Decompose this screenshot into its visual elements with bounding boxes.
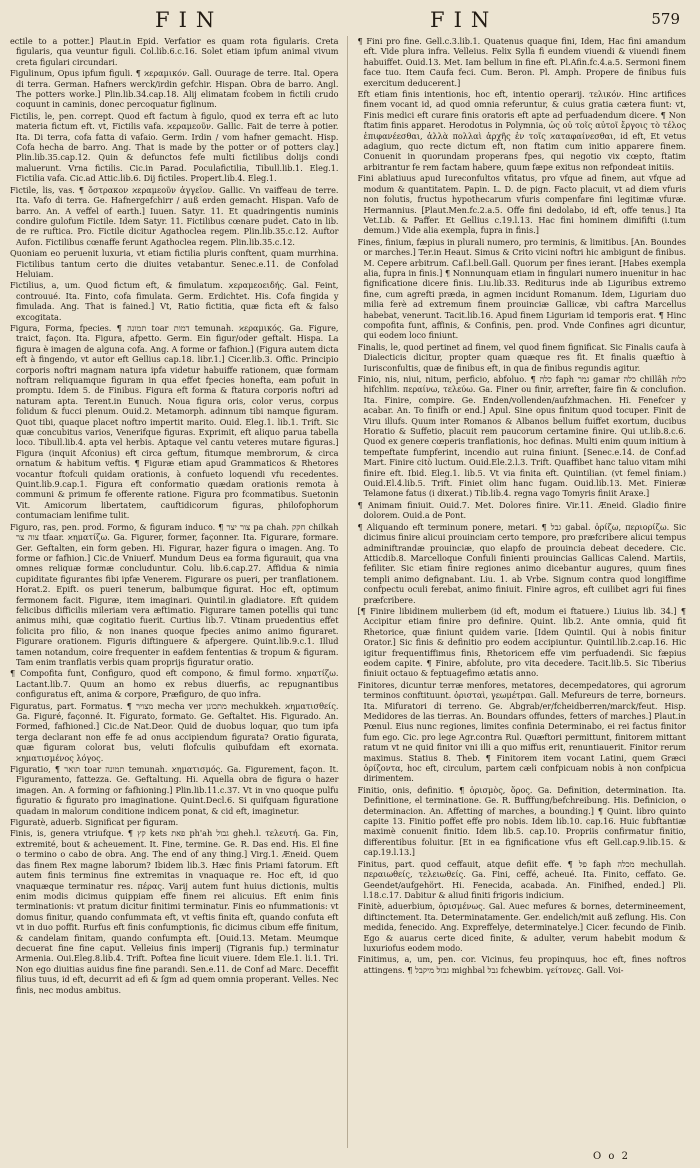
dictionary-entry: Figuro, ras, pen. prod. Formo, & figuram induco. ¶ צור יצר pa chah. חקק chilkah צוה צר tfaar. ϰηματίζω. Ga. Figurer, former, façonner. Ita. Figurare, formare. Ger. Geftalten, ein form geben. Hi. Figurar, hazer figura o imagen. Ang. To forme or fafhion.] Cic.de Vniuerf. Mundum Deus ea forma figurauit, qua vna omnes reliquæ formæ concluduntur. Colu. lib.6.cap.27. Affidua & nimia cupiditate figurantes fibi ipfæ Venerem. Figurare os pueri, per tranflationem. Horat.2. Epift. os pueri tenerum, balbumque figurat. Hoc eft, optimum fermonem facit. Figuræ, item imaginari. Quintil.in gladiatore. Eft quidem felicibus difficilis mileriam vera æftimatio. Figurare tamen potellis qui tunc animus mihi, quæ cogitatio fuerit. Curtius lib.7. Vtinam pruedentius effet folicita pro filio, & non inanes quoque fpecies animo animo figuraret. Figurare orationem. Figuris diftinguere & afpergere. Quint.lib.9.c.1. Illud tamen notandum, coire frequenter in eafdem fententias & tropum & figuram. Tam enim tranflatis verbis quam proprijs figuratur oratio. [10,521,339,667]
left-column [10,36,348,1148]
running-head-right: FIN [430,8,499,32]
right-column [358,36,687,1148]
dictionary-entry: Figuratè, aduerb. Significat per figuram. [10,817,179,828]
dictionary-entry: Figura, Forma, fpecies. ¶ תמונה toar דמות temunah. ϰεραμικός. Ga. Figure, traict, façon. Ita. Figura, afpetto. Germ. Ein figur/oder geftalt. Hispa. La figura è imagen de alguna cofa. Ang. A forme or fafhion.] (Figura autem dicta eft à fingendo, vt autor eft Gellius cap.18. libr.1.] Cicer.lib.3. Offic. Principio corporis noftri magnam natura ipfa videtur habuiffe rationem, quæ formam noftram reliquamque figuram in qua effet fpecies honefta, eam pofuit in promptu. Idem 5. de Finibus. Figura eft forma & ftatura corporis noftri ad naturam apta. Terent.in Eunuch. Noua figura oris, color verus, corpus folidum & fucci plenum. Ouid.2. Metamorph. adinnum tibi namque figuram. Quot tibi, quaque placet noftro impertit marito. Ouid. Eleg.1. lib.1. Trift. Sic quæ concubitus varios, Venerifque figuras. Exprimit, eft aliquo parua tabella loco. Tibull.lib.4. apta vel herbis. Aptaque vel cantu veteres mutare figuras.] Figura (inquit Afconius) eft circa geftum, fitumque membrorum, & circa ornatum & habitum veftis. ¶ Figuræ etiam apud Grammaticos & Rhetores vocantur ftofculi quidam orationis, à confueto loquendi vfu recedentes. Quint.lib.9.cap.1. Figura eft conformatio quædam orationis remota à communi & primum fe offerente ratione. Figura pro fcommatibus. Suetonin Vit. Amicorum libertatem, cauftidicorum figuras, philofophorum contumaciam lenifime tulit. [10,322,339,521]
dictionary-entry: ¶ Aliquando eft terminum ponere, metari. ¶ גבל gabal. ὁρίζω, περιορίζω. Sic dicimus finire alicui prouinciam certo tempore, pro præfcribere alicui tempus adminiftrandæ prouinciæ, quo elapfo de prouincia debeat decedere. Cic. Atticdib.8. Marcelloque Confuli finienti prouincias Gallicas Calend. Martiis, fefiliter. Sic etiam finire regiones animo dicebantur augures, quum fines templi animo defignabant. Liu. 1. ab Vrbe. Signum contra quod longiffime confpectu oculi ferebat, animo finiuit. Finire agros, eft cuilibet agri fui fines præfcribere. [357,521,686,605]
running-head-left: FIN [155,8,224,32]
dictionary-entry: Figuratio, ¶ תואר toar תמונה temunah. ϰηματισμός. Ga. Figurement, façon. It. Figuramento, fattezza. Ge. Geftaltung. Hi. Aquella obra de figura o hazer imagen. An. A forming or fafhioning.] Plin.lib.11.c.37. Vt in vno quoque pulfu figuratio & figurato pro imaginatione. Quint.Decl.6. Si quifquam figuratione quadam in malorum conditione indicem ponat, & cid eft, imaginetur. [10,764,339,816]
dictionary-entry: Figulinum, Opus ipfum figuli. ¶ ϰεραμικόν. Gall. Ouurage de terre. Ital. Opera di terra. German. Hafners werck/irdin gefchir. Hispan. Obra de barro. Angl. The potters worke.] Plin.lib.34.cap.18. Alij elimatam fcobem in fictili crudo coquunt in caminis, donec percoquatur figlinum. [10,68,339,110]
dictionary-entry: ¶ Fini pro fine. Gell.c.3.lib.1. Quatenus quaque fini, Idem, Hac fini amandum eft. Vide plura infra. Velleius. Felix Sylla fi eundem viuendi & viuendi finem habuiffet. Ouid.13. Met. Iam bellum in fine eft. Pl.Afin.fc.4.a.5. Sermoni finem face tuo. Item Caufa feci. Cum. Beron. Pl. Amph. Propere de finibus fuis exercitum deducerent.] [357,36,686,88]
dictionary-entry: Quoniam eo peruenit luxuria, vt etiam fictilia pluris conftent, quam murrhina. Fictilibus tantum certo die diuites vetabantur. Senec.e.11. de Confolad Heluiam. [10,248,339,279]
page-number: 579 [651,10,680,28]
page-header [10,6,686,36]
dictionary-entry: Finis, is, genera vtriufque. ¶ קץ kets פאת ph'ah גבול gheh.l. τελευτή. Ga. Fin, extremité, bout & acheuement. It. Fine, termine. Ge. R. Das end. His. El fine o termino o cabo de obra. Ang. The end of any thing.] Virg.1. Æneid. Quem das finem Rex magne laborum? Ibidem lib.3. Hæc finis Priami fatorum. Eft autem finis terminus fine extremitas in vnaquaque re. Hoc eft, id quo vnaquæque terminatur res. πέρας. Varij autem funt huius dictionis, multis enim modis dicimus quippiam effe finem rei alicuius. Eft enim finis terminationis: vt pratum dicitur finitimi terminatur. Finis eo nfummationis: vt domus finitur, quando confummata eft, vt veftis finita eft, quando confuta eft vt in duo poffit. Rurfus eft finis confumptionis, fic dicimus cibum effe finitum, & candelam finitam, quando confumpta eft. [Ouid.13. Metam. Meumque decuerat fine fine caput. Velleius finis imperij (Tigranis fup.) terminatur Armenia. Oui.Eleg.8.lib.4. Trift. Poftea fine licuit viuere. Idem Ele.1. li.1. Tri. Non ego diuitias auidus fine fine parandi. Sen.e.11. de Conf ad Marc. Deceffit filius tuus, id eft, decurrit ad efi & ſgm ad quem omnia properant. Velles. Nec finis, nec modus ambitus. [10,828,339,995]
dictionary-entry: Finio, nis, niui, nitum, perficio, abfoluo. ¶ כלה faph גמר gamar כלה chillâh כלות hifchlim. περαίνω, τελεύω. Ga. Finer ou finir, arrefter, faire fin & conclufion. Ita. Finire, compire. Ge. Enden/vollenden/aufzhmachen. Hi. Fenefcer y acabar. An. To finifh or end.] Apul. Sine opus finitum quod tocuper. Finit de Viru illufs. Quum inter Romanos & Albanos bellum fuiffet exortum, ducibus Horatio & Suffetio, placuit rem paucorum certamine finire. Qui ut.lib.8.c.6. Quod ex genere cœperis tranflationis, hoc definas. Multi enim quum initium à tempeftate fumpferint, incendio aut ruina finiunt. [Senec.e.14. de Conf.ad Mart. Finire citò luctum. Ouid.Ele.2.l.3. Trift. Quaffibet hanc taluo vitam mihi finire eft. Ibid. Eleg.1. lib.5. Vt via finita eft. Quintilian. (vt femel finiam.) Ouid.El.4.lib.5. Trift. Finiet olim hanc fugam. Ouid.lib.13. Met. Finieræ Telamone fatus (i dixerat.) Tib.lib.4. regna vago Tomyris finiit Araxe.] [357,374,686,499]
dictionary-entry: Fini ablatiuus apud Iureconfultos vfitatus, pro vfque ad finem, aut vfque ad modum & quantitatem. Papin. L. D. de pign. Facto placuit, vt ad diem vfuris non folutis, fructus hypothecarum vfuris compenfare fini legitimæ vfuræ. Hermannius. [Plaut.Men.fc.2.a.5. Offe fini dedolabo, id eft, offe tenus.] Ita Vet.Lib. & Paffer. Et Gellius c.19.l.13. Hac fini hominem dimififti (i.tum demum.) Vide alia exempla, fupra in finis.] [357,173,686,236]
page-footer [0,1148,700,1162]
dictionary-entry: Fictile, lis, vas. ¶ ὄστρακον ϰεραμεοῦν ἀγγεῖον. Gallic. Vn vaiffeau de terre. Ita. Vafo di terra. Ge. Hafnergefchirr / auß erden gemacht. Hispan. Vafo de barro. An. A veffel of earth.] Iuuen. Satyr. 11. Et quadringentis numinis condire gulofum Fictile. Idem Satyr. 11. Fictilibus cœnare pudet. Cato in lib. de re ruftica. Pro. Fictile dicitur Agathoclea regem. Plin.lib.35.c.12. Auftor Aufon. Fictilibus cœnaffe ferunt Agathoclea regem. Plin.lib.35.c.12. [10,184,339,247]
dictionary-entry: ¶ Compofita funt, Configuro, quod eft compono, & fimul formo. ϰηματίζω. Lactant.lib.7. Quum an homo ex rebus diuerfis, ac repugnantibus configuratus eft, anima & corpore, Præfiguro, de quo infra. [10,668,339,700]
dictionary-entry: Finitè, aduerbium, ὁρισμένως. Gal. Auec mefures & bornes, determineement, diftinctement. Ita. Determinatamente. Ger. endelich/mit auß zeflung. His. Con medida, fenecido. Ang. Expreffelye, determinatelye.] Cicer. fecundo de Finib. Ego & auarus certe diced finite, & adulter, verum habebit modum & luxuriofus eodem modo. [357,901,686,953]
dictionary-entry: Fictilius, a, um. Quod fictum eft, & fimulatum. ϰεραμεοειδής. Gal. Feint, controuué. Ita. Finto, cofa fimulata. Germ. Erdichtet. His. Cofa fingida y fimulada. Ang. That is fained.] Vt, Ratio fictitia, quæ ficta eft & falso excogitata. [10,280,339,322]
dictionary-entry: Eft etiam finis intentionis, hoc eft, intentio operarij. τελικόν. Hinc artifices finem vocant id, ad quod omnia referuntur, & cuius gratia cætera fiunt: vt, Finis medici eft curare finis oratoris eft apte ad perfuadendum dicere. ¶ Non ftatim finis apparet. Herodotus in Polymnia, ὡς οὐ τοῖς αὐτοῖ ἔργοις τὸ τέλος ἐπιφανέεσθαι, ἀλλὰ πολλαὶ ἀρχῆς ἐν τοῖς ϰαταφαίνεσθαι, id eft, Et vetus adagium, quo recte dictum eft, non ftatim cum initio apparere finem. Conuenit in quorundam properans fpes, qui negotio vix cœpto, ftatim arbitrantur fe rem factam habere, quum fæpe exitus non refpondeat initiis. [357,89,686,172]
dictionary-entry: Figuratus, part. Formatus. ¶ מצויר mecha ver מתכונן mechukkeh. ϰηματισθείς. Ga. Figuré, façonné. It. Figurato, formato. Ge. Geftaltet. His. Figurado. An. Formed, fafhioned.] Cic.de Nat.Deor. Quid de duobus loquar, quo tum ipfa terga declarant non effe fe ad onus accipiendum figurata? Oratio figurata, quæ figuram colorat bus, veluti flofculis quibufdam eft exornata. ϰηματισμένος λόγος. [10,700,339,763]
dictionary-entry: Fictilis, le, pen. corrept. Quod eft factum à figulo, quod ex terra eft ac luto materia fictum eft. vt, Fictilis vafa. ϰεραμεοῦν. Gallic. Fait de terre à potier. Ita. Di terra, cofa fatta di vafaio. Germ. Irdin / vom hafner gemacht. Hisp. Cofa hecha de barro. Ang. That is made by the potter or of potters clay.] Plin.lib.35.cap.12. Quin & defunctos fefe multi fictilibus dolijs condi maluerunt. Vrna fictilis. Cic.in Parad. Poculafictilia, Tibull.lib.1. Eleg.1. Fictilia vafa. Cic.ad Attic.lib.6. Dij fictiles. Propert.lib.4. Eleg.1. [10,110,339,184]
dictionary-entry: ectile to a potter.] Plaut.in Epid. Verfatior es quam rota figularis. Creta figularis, qua veuntur figuli. Col.lib.6.c.16. Solet etiam ipfum animal vivum creta figulari circundari. [10,36,339,67]
text-columns [10,36,686,1148]
dictionary-entry: Finitus, part. quod ceffauit, atque defiit effe. ¶ פל faph מכלה mechullah. περαιωθείς, τελειωθείς. Ga. Fini, ceffé, acheué. Ita. Finito, ceffato. Ge. Geendet/aufgehört. Hi. Fenecida, acabada. An. Finifhed, ended.] Pli. l.18.c.17. Dabitur & aliud finiti frigoris indicium. [357,858,686,900]
dictionary-entry: [¶ Finire libidinem mulierbem (id eft, modum ei ftatuere.) Liuius lib. 34.] ¶ Accipitur etiam finire pro definire. Quint. lib.2. Ante omnia, quid fit Rhetorice, quæ finiunt quidem varie. [Idem Quintil. Qui à nobis finitur Orator.] Sic finis & definitio pro eodem accipiuntur. Quintil.lib.2.cap.16. Hic igitur frequentiffimus finis, Rhetoricem effe vim perfuadendi. Sic fæpius eodem capite. ¶ Finire, abfolute, pro vita decedere. Tacit.lib.5. Sic Tiberius finiuit octauo & feptuagefimo ætatis anno. [357,605,686,679]
dictionary-entry: ¶ Animam finiuit. Ouid.7. Met. Dolores finire. Vir.11. Æneid. Gladio finire dolorem. Ouid.a de Pont. [357,499,686,521]
dictionary-entry: Fines, finium, fæpius in plurali numero, pro terminis, & limitibus. [An. Boundes or marches.] Ter.in Heaut. Simus & Crito vicini noftri hic ambigunt de finibus. M. Cepere arbitrum. Caf.l.bell.Gall. Quorum per fines ierant. [Habes exempla alia, fupra in finis.] ¶ Nonnunquam etiam in fingulari numero inuenitur in hac fignificatione dicere finis. Liu.lib.33. Rediturus inde ab Liguribus extremo fine, cum agrefti præda, in agmen incidunt Romanum. Idem, Liguriam duo milia ferè ad extremum finem prouinciæ Gallicæ, vbi caftra Marcellus habebat, venerunt. Tacit.lib.16. Apud finem Liguriam id temporis erat. ¶ Hinc compofita funt, affinis, & Confinis, pen. prod. Vnde Confines agri dicuntur, qui eodem loco finiunt. [357,236,686,341]
dictionary-entry: Finitio, onis, definitio. ¶ ὁρισμὸς, ὅρος. Ga. Definition, determination. Ita. Definitione, el terminatione. Ge. R. Bufffung/befchreibung. His. Definicion, o determinacion. An. Affetting of marches, a bounding.] ¶ Quint. libro quinto capite 13. Finitio poffet effe pro nobis. Idem lib.10. cap.16. Huic fubftantiæ maximè conuenit finitio. Idem lib.5. cap.10. Propriis confirmatur finitio, differentibus foluitur. [Et in ea fignificatione vfus eft Gell.cap.9.lib.15. & cap.19.l.13.] [357,784,686,858]
dictionary-entry: Finitimus, a, um, pen. cor. Vicinus, feu propinquus, hoc eft, fines noftros attingens. ¶ גבול מיקבל mighbal גבל fchewbim. γείτονες. Gall. Voi- [357,954,686,975]
dictionary-entry: Finalis, le, quod pertinet ad finem, vel quod finem fignificat. Sic Finalis caufa à Dialecticis dicitur, propter quam quæque res fit. Et finalis quæftio à Iurisconfultis, quæ de finibus eft, in qua de finibus regundis agitur. [357,341,686,373]
signature-mark: O o 2 [593,1151,630,1162]
dictionary-entry: Finitores, dicuntur terræ menfores, metatores, decempedatores, qui agrorum terminos conftituunt. ὁρισταὶ, γεωμέτραι. Gall. Mefureurs de terre, borneurs. Ita. Mifuratori di terreno. Ge. Abgrab/er/fcheidberren/marck/feut. Hisp. Medidores de las tierras. An. Boundars offundes, fetters of marches.] Plaut.in Pœnul. Eius nunc regiones, limites confinia Determinabo, ei rei factus finitor fum ego. Cic. pro lege Agr.contra Rul. Quæftori permittunt, finitorem mittant ratum vt ne quid finitor vni illi a quo miffus erit, renuntiauerit. Finitor rerum maximus. Statius 8. Theb. ¶ Finitorem item vocant Latini, quem Græci ὁρίζοντα, hoc eft, circulum, partem cæli confpicuam nobis à non confpicua dirimentem. [357,679,686,784]
